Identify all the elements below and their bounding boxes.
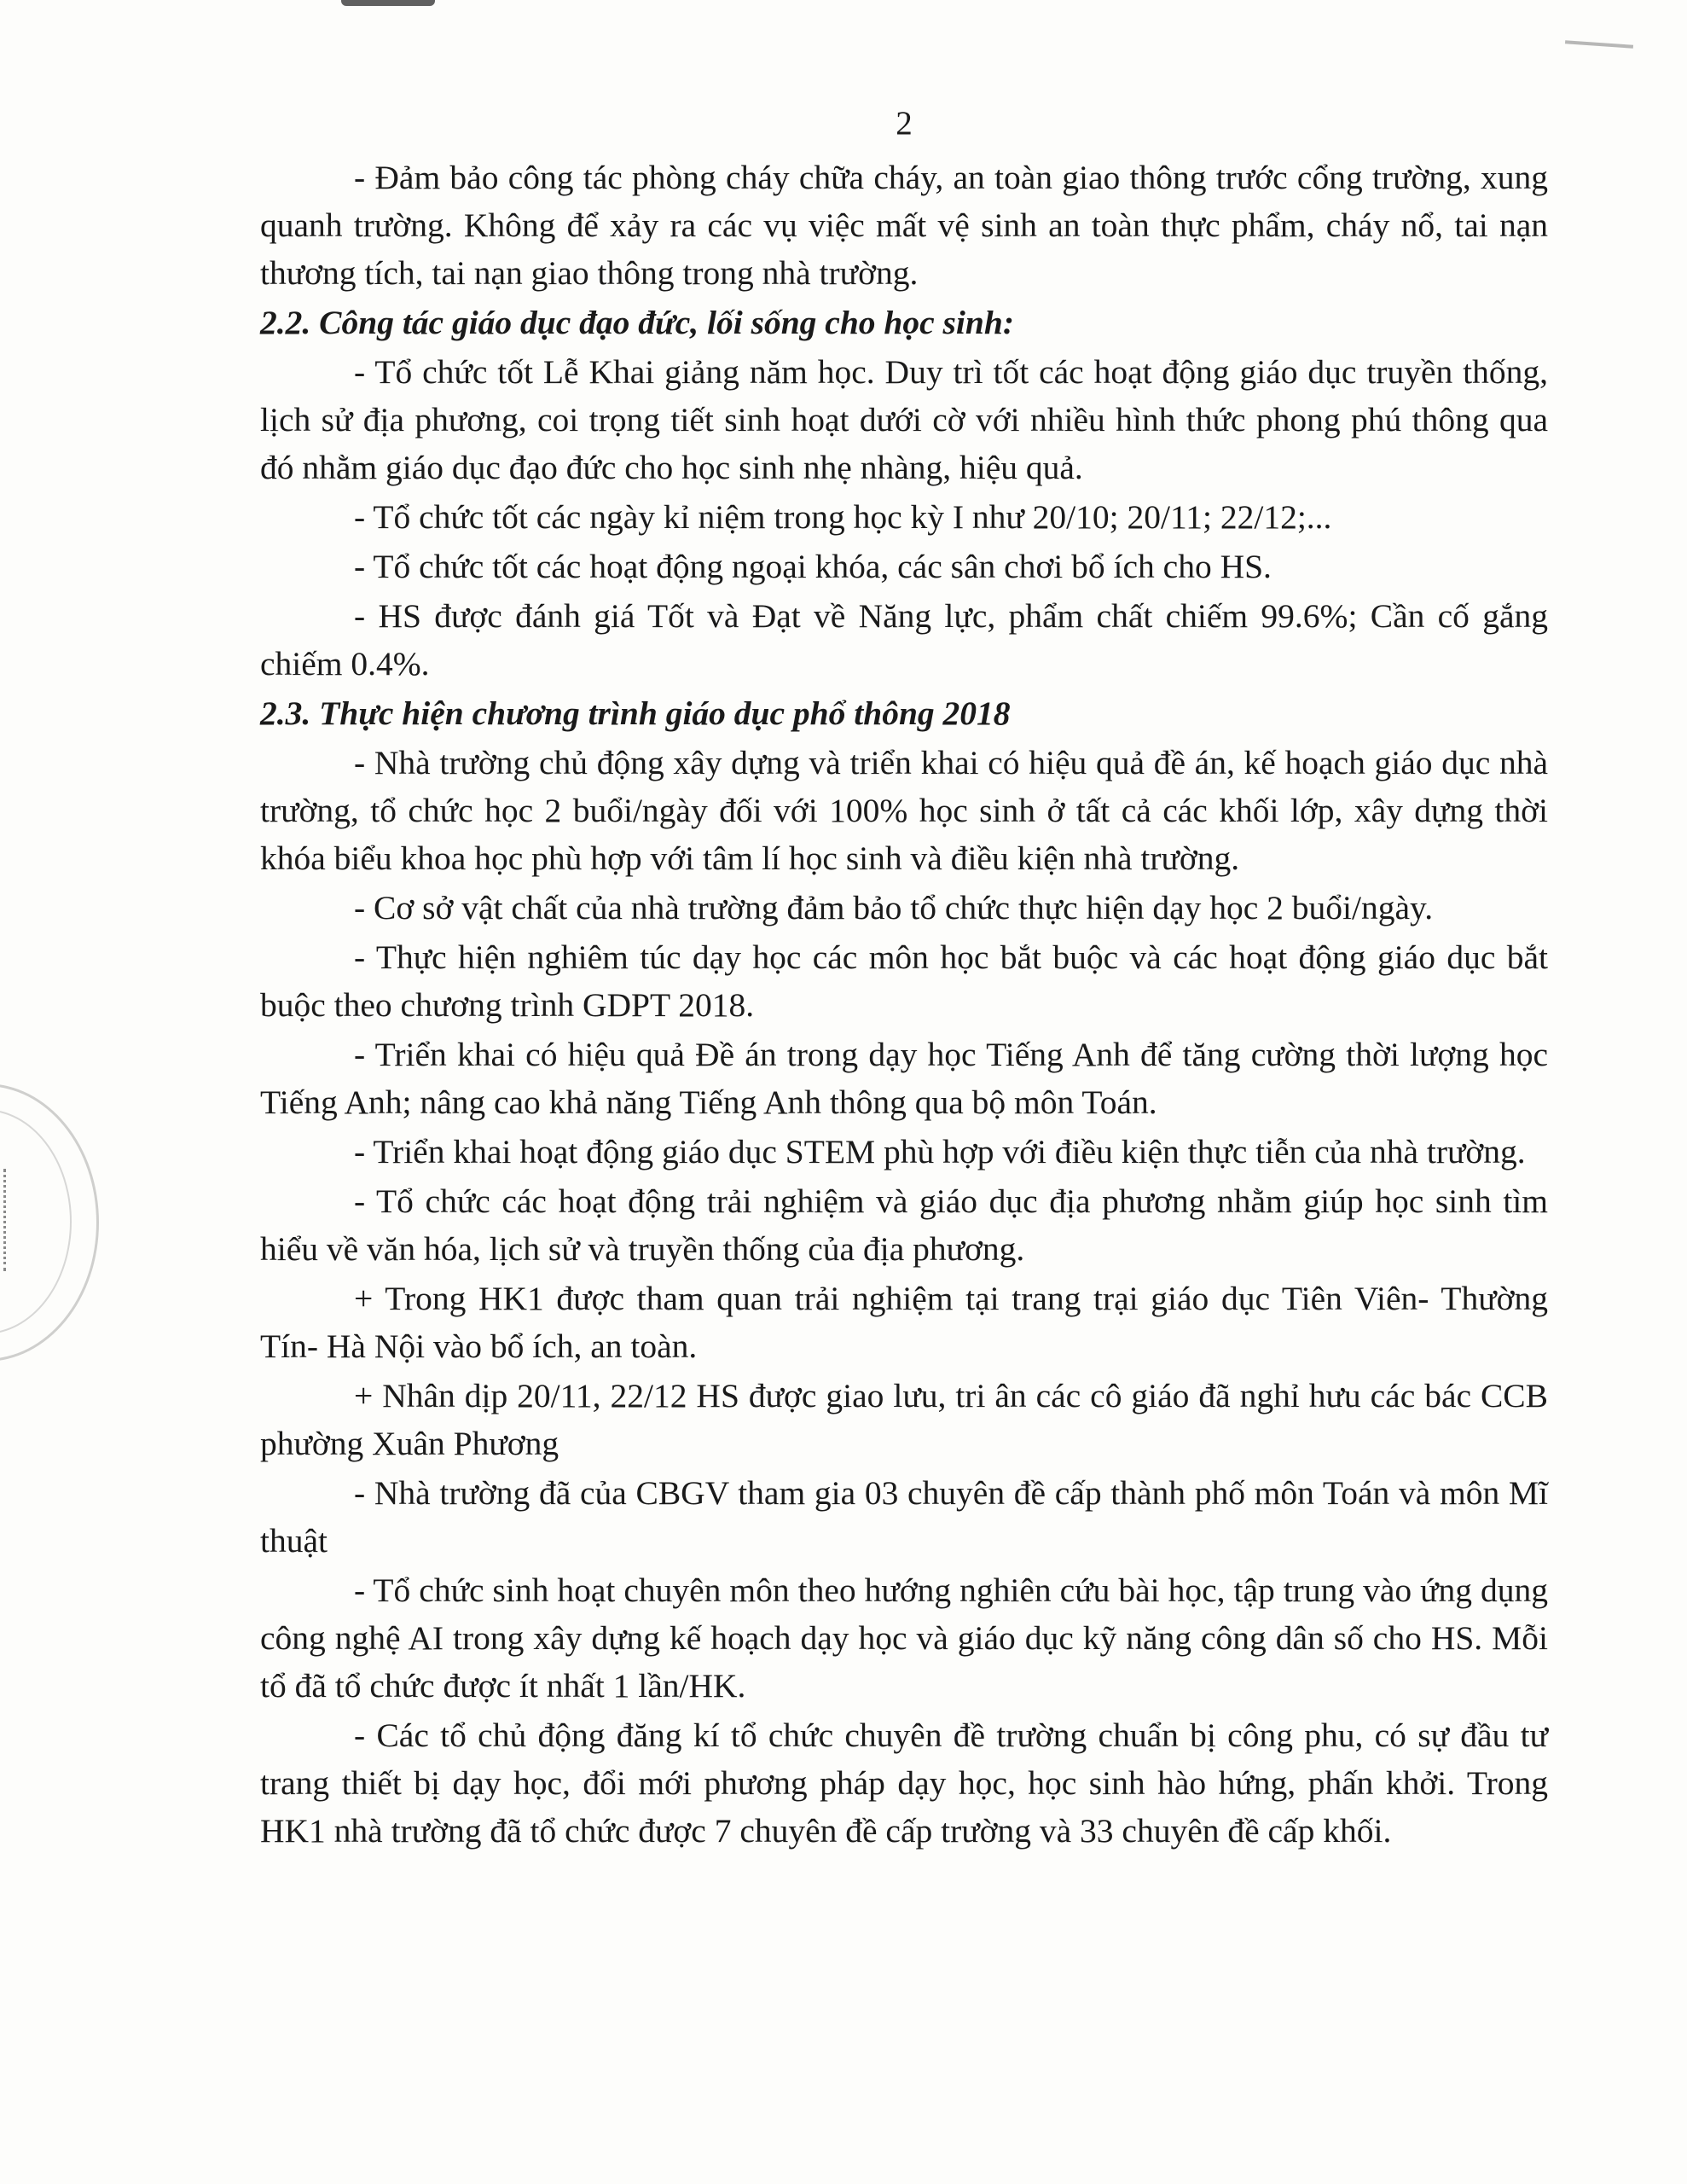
page-number: 2 — [896, 105, 913, 142]
paragraph: + Nhân dịp 20/11, 22/12 HS được giao lưu, tri ân các cô giáo đã nghỉ hưu các bác CCB phường Xuân Phương — [260, 1377, 1548, 1462]
paragraph: - Triển khai hoạt động giáo dục STEM phù hợp với điều kiện thực tiễn của nhà trường. — [354, 1133, 1526, 1170]
paragraph: - Đảm bảo công tác phòng cháy chữa cháy, an toàn giao thông trước cổng trường, xung quanh trường. Không để xảy ra các vụ việc mất vệ sinh an toàn thực phẩm, cháy nổ, tai nạn thương tích, tai nạn giao thông trong nhà trường. — [260, 159, 1548, 292]
paragraph: - Nhà trường đã của CBGV tham gia 03 chuyên đề cấp thành phố môn Toán và môn Mĩ thuật — [260, 1474, 1548, 1560]
section-heading: 2.2. Công tác giáo dục đạo đức, lối sống cho học sinh: — [260, 304, 1014, 341]
scan-artifact — [1565, 40, 1633, 49]
paragraph: - Nhà trường chủ động xây dựng và triển khai có hiệu quả đề án, kế hoạch giáo dục nhà trường, tổ chức học 2 buổi/ngày đối với 100% học sinh ở tất cả các khối lớp, xây dựng thời khóa biểu khoa học phù hợp với tâm lí học sinh và điều kiện nhà trường. — [260, 744, 1548, 877]
paragraph: - Tổ chức tốt các ngày kỉ niệm trong học kỳ I như 20/10; 20/11; 22/12;... — [354, 498, 1332, 536]
paragraph: - Thực hiện nghiêm túc dạy học các môn học bắt buộc và các hoạt động giáo dục bắt buộc theo chương trình GDPT 2018. — [260, 938, 1548, 1024]
paragraph: - Tổ chức các hoạt động trải nghiệm và giáo dục địa phương nhằm giúp học sinh tìm hiểu về văn hóa, lịch sử và truyền thống của địa phương. — [260, 1182, 1548, 1268]
scan-artifact — [3, 1169, 11, 1271]
document-body — [260, 154, 1548, 1856]
paragraph: - HS được đánh giá Tốt và Đạt về Năng lực, phẩm chất chiếm 99.6%; Cần cố gắng chiếm 0.4%. — [260, 597, 1548, 682]
paragraph: - Triển khai có hiệu quả Đề án trong dạy học Tiếng Anh để tăng cường thời lượng học Tiếng Anh; nâng cao khả năng Tiếng Anh thông qua bộ môn Toán. — [260, 1036, 1548, 1121]
paragraph: + Trong HK1 được tham quan trải nghiệm tại trang trại giáo dục Tiên Viên- Thường Tín- Hà Nội vào bổ ích, an toàn. — [260, 1280, 1548, 1365]
paragraph: - Cơ sở vật chất của nhà trường đảm bảo tổ chức thực hiện dạy học 2 buổi/ngày. — [354, 889, 1434, 926]
section-heading: 2.3. Thực hiện chương trình giáo dục phổ thông 2018 — [260, 694, 1011, 732]
paragraph: - Tổ chức tốt các hoạt động ngoại khóa, các sân chơi bổ ích cho HS. — [354, 548, 1272, 585]
scan-artifact — [341, 0, 435, 6]
paragraph: - Tổ chức sinh hoạt chuyên môn theo hướng nghiên cứu bài học, tập trung vào ứng dụng công nghệ AI trong xây dựng kế hoạch dạy học và giáo dục kỹ năng công dân số cho HS. Mỗi tổ đã tổ chức được ít nhất 1 lần/HK. — [260, 1571, 1548, 1705]
paragraph: - Tổ chức tốt Lễ Khai giảng năm học. Duy trì tốt các hoạt động giáo dục truyền thống, lịch sử địa phương, coi trọng tiết sinh hoạt dưới cờ với nhiều hình thức phong phú thông qua đó nhằm giáo dục đạo đức cho học sinh nhẹ nhàng, hiệu quả. — [260, 353, 1548, 486]
paragraph: - Các tổ chủ động đăng kí tổ chức chuyên đề trường chuẩn bị công phu, có sự đầu tư trang thiết bị dạy học, đổi mới phương pháp dạy học, học sinh hào hứng, phấn khởi. Trong HK1 nhà trường đã tổ chức được 7 chuyên đề cấp trường và 33 chuyên đề cấp khối. — [260, 1716, 1548, 1850]
